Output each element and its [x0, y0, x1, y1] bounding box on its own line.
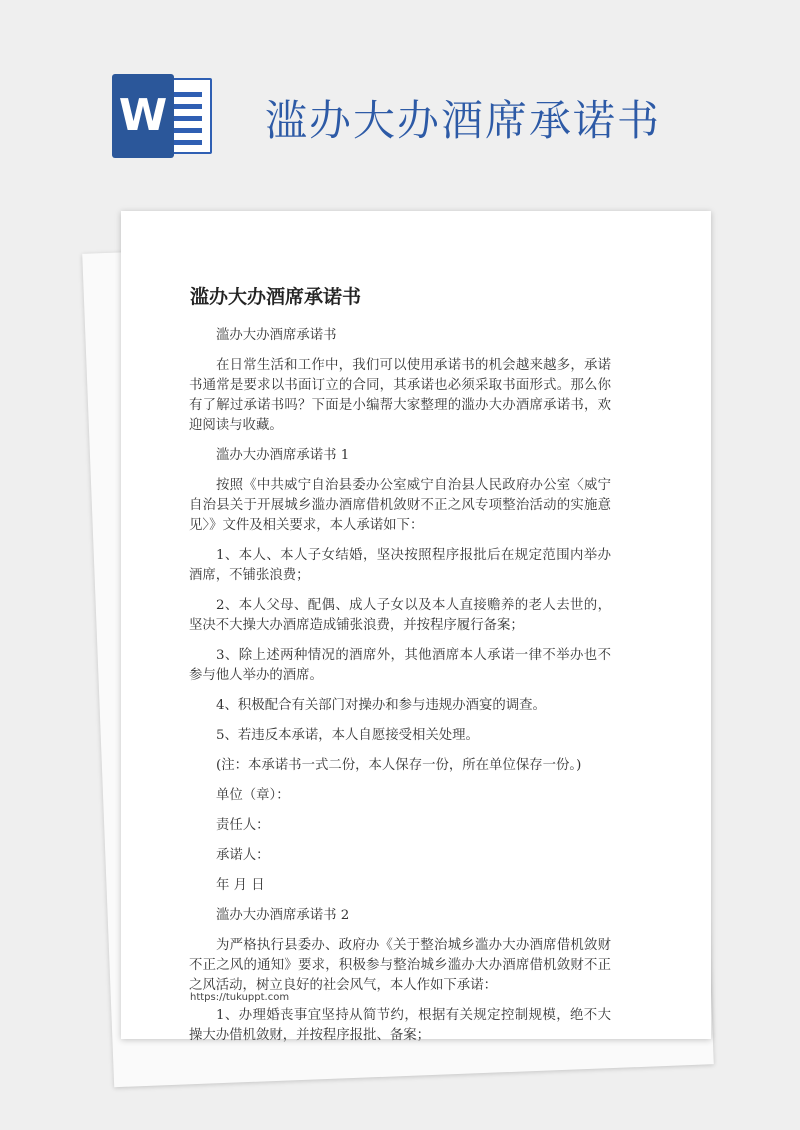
section-heading-1: 滥办大办酒席承诺书 1	[216, 448, 350, 463]
word-letter-icon: W	[112, 74, 174, 158]
banner-title: 滥办大办酒席承诺书	[265, 96, 662, 145]
document-title: 滥办大办酒席承诺书	[190, 286, 362, 308]
paragraph-section2-intro: 为严格执行县委办、政府办《关于整治城乡滥办大办酒席借机敛财不正之风的通知》要求，积极参与整治城乡滥办大办酒席借机敛财不正之风活动，树立良好的社会风气，本人作如下承诺：	[189, 938, 611, 993]
footer-url: https://tukuppt.com	[190, 992, 290, 1003]
note-line: (注：本承诺书一式二份，本人保存一份，所在单位保存一份。)	[216, 758, 582, 773]
paragraph-subtitle: 滥办大办酒席承诺书	[216, 328, 337, 343]
pledge-item-4: 4、积极配合有关部门对操办和参与违规办酒宴的调查。	[216, 698, 546, 713]
pledge-item-5: 5、若违反本承诺，本人自愿接受相关处理。	[216, 728, 479, 743]
promisor-line: 承诺人：	[216, 848, 270, 863]
document-body	[189, 326, 611, 1056]
unit-seal-line: 单位（章）：	[216, 788, 290, 803]
section-heading-2: 滥办大办酒席承诺书 2	[216, 908, 350, 923]
responsible-person-line: 责任人：	[216, 818, 270, 833]
word-app-logo	[112, 74, 212, 158]
date-line: 年 月 日	[216, 878, 265, 893]
paragraph-basis: 按照《中共威宁自治县委办公室威宁自治县人民政府办公室〈威宁自治县关于开展城乡滥办酒席借机敛财不正之风专项整治活动的实施意见〉》文件及相关要求，本人承诺如下：	[189, 478, 611, 533]
pledge-item-3: 3、除上述两种情况的酒席外，其他酒席本人承诺一律不举办也不参与他人举办的酒席。	[189, 648, 611, 683]
section2-item-1: 1、办理婚丧事宜坚持从简节约，根据有关规定控制规模，绝不大操大办借机敛财，并按程序报批、备案；	[189, 1008, 611, 1043]
pledge-item-2: 2、本人父母、配偶、成人子女以及本人直接赡养的老人去世的，坚决不大操大办酒席造成铺张浪费，并按程序履行备案；	[189, 598, 611, 633]
paragraph-intro: 在日常生活和工作中，我们可以使用承诺书的机会越来越多，承诺书通常是要求以书面订立的合同，其承诺也必须采取书面形式。那么你有了解过承诺书吗？下面是小编帮大家整理的滥办大办酒席承诺书，欢迎阅读与收藏。	[189, 358, 611, 433]
pledge-item-1: 1、本人、本人子女结婚，坚决按照程序报批后在规定范围内举办酒席，不铺张浪费；	[189, 548, 611, 583]
